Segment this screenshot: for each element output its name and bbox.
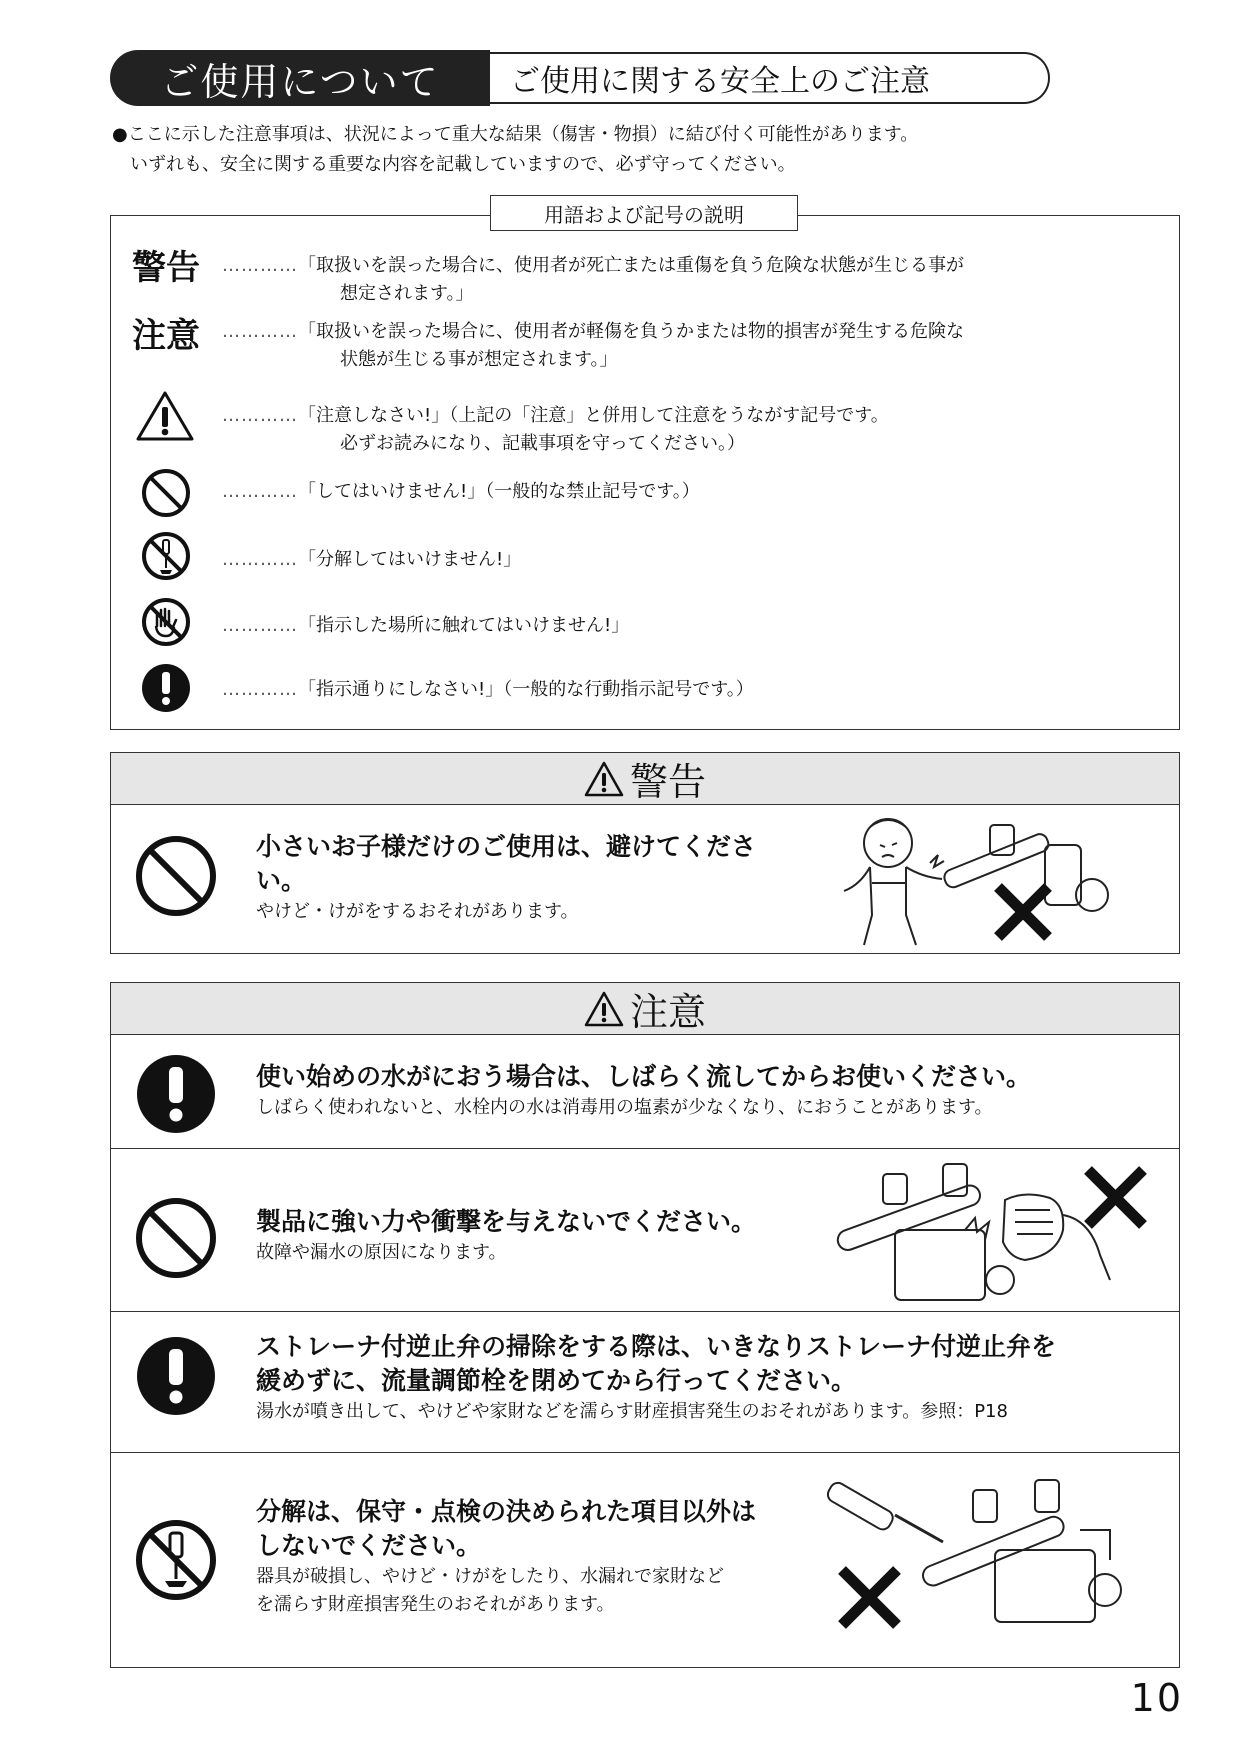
row-divider bbox=[111, 1148, 1179, 1149]
legend-no-touch-text: 「指示した場所に触れてはいけません!」 bbox=[298, 615, 630, 636]
legend-mandatory-desc bbox=[222, 676, 754, 704]
legend-caution-line-1: 「取扱いを誤った場合に、使用者が軽傷を負うかまたは物的損害が発生する危険な bbox=[298, 321, 964, 342]
alert-triangle-icon bbox=[584, 991, 624, 1027]
leader-dots: ………… bbox=[222, 255, 298, 276]
legend-warning-line-1: 「取扱いを誤った場合に、使用者が死亡または重傷を負う危険な状態が生じる事が bbox=[298, 255, 964, 276]
caution-item-2 bbox=[256, 1205, 816, 1267]
legend-caution-line-2: 状態が生じる事が想定されます。」 bbox=[340, 349, 618, 370]
legend-alert-desc bbox=[222, 402, 889, 458]
legend-alert-line-1: 「注意しなさい!」（上記の「注意」と併用して注意をうながす記号です。 bbox=[298, 405, 889, 426]
warning-heading-text: 警告 bbox=[629, 760, 706, 804]
row-divider bbox=[111, 1452, 1179, 1453]
no-disassembly-icon bbox=[133, 1517, 219, 1603]
legend-alert-line-2: 必ずお読みになり、記載事項を守ってください。） bbox=[340, 433, 745, 454]
legend-no-touch-desc bbox=[222, 612, 629, 640]
warning-panel-heading bbox=[111, 753, 1179, 805]
fist-hitting-faucet-illustration bbox=[825, 1160, 1170, 1320]
legend-prohibit-text: 「してはいけません!」（一般的な禁止記号です。） bbox=[298, 481, 700, 502]
caution-heading-text: 注意 bbox=[629, 990, 706, 1034]
caution-item-3-desc: 湯水が噴き出して、やけどや家財などを濡らす財産損害発生のおそれがあります。参照：P18 bbox=[256, 1401, 1008, 1422]
intro-text bbox=[112, 120, 918, 180]
mandatory-action-icon bbox=[135, 1335, 217, 1417]
warning-item-desc: やけど・けがをするおそれがあります。 bbox=[256, 901, 579, 922]
leader-dots: ………… bbox=[222, 405, 298, 426]
caution-item-4-title-1: 分解は、保守・点検の決められた項目以外は bbox=[256, 1497, 757, 1526]
legend-prohibit-desc bbox=[222, 478, 700, 506]
legend-warning-desc bbox=[222, 252, 964, 308]
warning-item-title-2: い。 bbox=[256, 866, 307, 895]
caution-item-4-title-2: しないでください。 bbox=[256, 1531, 482, 1560]
mandatory-action-icon bbox=[135, 1053, 217, 1135]
no-disassembly-icon bbox=[140, 530, 192, 582]
legend-warning-line-2: 想定されます。」 bbox=[340, 283, 474, 304]
prohibition-icon bbox=[133, 833, 219, 919]
caution-item-3-title-2: 緩めずに、流量調節栓を閉めてから行ってください。 bbox=[256, 1366, 857, 1395]
caution-item-4-desc-1: 器具が破損し、やけど・けがをしたり、水漏れで家財など bbox=[256, 1566, 724, 1587]
alert-triangle-icon bbox=[135, 390, 195, 442]
legend-no-disassemble-text: 「分解してはいけません!」 bbox=[298, 549, 522, 570]
prohibition-icon bbox=[133, 1195, 219, 1281]
section-title: ご使用について bbox=[110, 50, 490, 106]
leader-dots: ………… bbox=[222, 549, 298, 570]
no-touch-icon bbox=[140, 596, 192, 648]
mandatory-action-icon bbox=[140, 662, 192, 714]
caution-item-4 bbox=[256, 1495, 796, 1619]
legend-no-disassemble-desc bbox=[222, 546, 521, 574]
caution-item-3-title-1: ストレーナ付逆止弁の掃除をする際は、いきなりストレーナ付逆止弁を bbox=[256, 1332, 1057, 1361]
caution-item-3 bbox=[256, 1330, 1156, 1426]
caution-item-4-desc-2: を濡らす財産損害発生のおそれがあります。 bbox=[256, 1594, 615, 1615]
legend-caution-term: 注意 bbox=[132, 316, 200, 356]
section-subtitle: ご使用に関する安全上のご注意 bbox=[490, 52, 1050, 104]
leader-dots: ………… bbox=[222, 615, 298, 636]
page-number: 10 bbox=[1130, 1676, 1183, 1720]
alert-triangle-icon bbox=[584, 761, 624, 797]
caution-item-2-desc: 故障や漏水の原因になります。 bbox=[256, 1242, 507, 1263]
legend-warning-term: 警告 bbox=[132, 248, 200, 288]
leader-dots: ………… bbox=[222, 481, 298, 502]
legend-title: 用語および記号の説明 bbox=[490, 195, 798, 231]
legend-mandatory-text: 「指示通りにしなさい!」（一般的な行動指示記号です。） bbox=[298, 679, 754, 700]
leader-dots: ………… bbox=[222, 321, 298, 342]
caution-item-1-title: 使い始めの水がにおう場合は、しばらく流してからお使いください。 bbox=[256, 1062, 1032, 1091]
screwdriver-faucet-illustration bbox=[825, 1470, 1165, 1645]
warning-item bbox=[256, 830, 786, 926]
caution-panel-heading bbox=[111, 983, 1179, 1035]
intro-line-1: ●ここに示した注意事項は、状況によって重大な結果（傷害・物損）に結び付く可能性があります。 bbox=[112, 124, 919, 145]
prohibition-icon bbox=[140, 467, 192, 519]
caution-item-2-title: 製品に強い力や衝撃を与えないでください。 bbox=[256, 1207, 757, 1236]
legend-caution-desc bbox=[222, 318, 964, 374]
warning-item-title-1: 小さいお子様だけのご使用は、避けてくださ bbox=[256, 832, 757, 861]
intro-line-2: いずれも、安全に関する重要な内容を記載していますので、必ず守ってください。 bbox=[130, 154, 796, 175]
caution-item-1-desc: しばらく使われないと、水栓内の水は消毒用の塩素が少なくなり、におうことがあります。 bbox=[256, 1097, 993, 1118]
caution-item-1 bbox=[256, 1060, 1156, 1122]
leader-dots: ………… bbox=[222, 679, 298, 700]
child-touching-faucet-illustration bbox=[830, 805, 1130, 950]
